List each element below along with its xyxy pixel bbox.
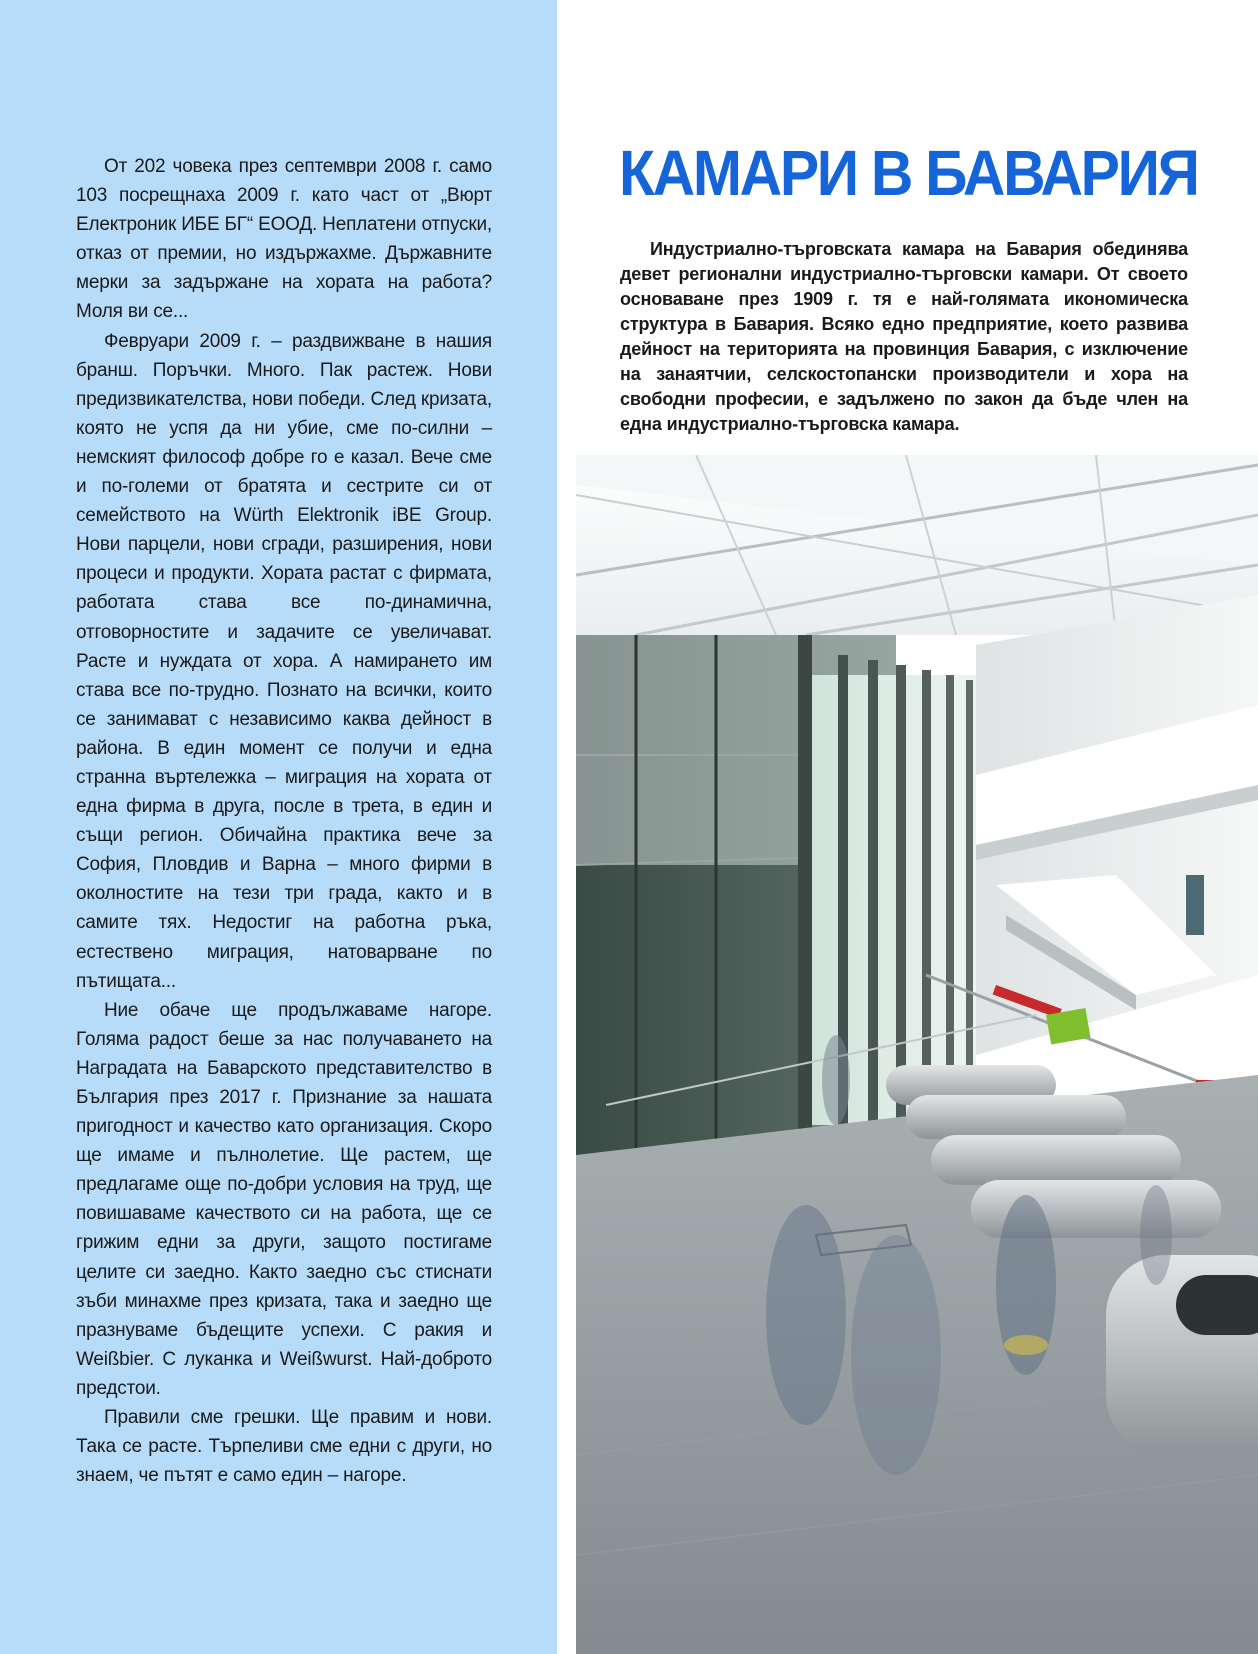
page-title: КАМАРИ В БАВАРИЯ [619,137,1198,209]
left-column [0,0,557,1654]
article-body [76,152,492,1490]
paragraph: Февруари 2009 г. – раздвижване в нашия бранш. Поръчки. Много. Пак растеж. Нови предизвикателства, нови победи. След кризата, която не успя да ни убие, сме по-силни – немският философ добре го е казал. Вече сме и по-големи от братята и сестрите си от семейството на Würth Elektronik iBE Group. Нови парцели, нови сгради, разширения, нови процеси и продукти. Хората растат с фирмата, работата става все по-динамична, отговорностите и задачите се увеличават. Расте и нуждата от хора. А намирането им става все по-трудно. Познато на всички, които се занимават с независимо каква дейност в района. В един момент се получи и една странна въртележка – миграция на хората от една фирма в друга, после в трета, в един и същи регион. Обичайна практика вече за София, Пловдив и Варна – много фирми в околностите на тези три града, както и в самите тях. Недостиг на работна ръка, естествено миграция, натоварване по пътищата... [76,330,492,992]
intro-paragraph: Индустриално-търговската камара на Бавария обединява девет регионални индустриално-търговски камари. От своето основаване през 1909 г. тя е най-голямата икономическа структура в Бавария. Всяко едно предприятие, което развива дейност на територията на провинция Бавария, с изключение на занаятчии, селскостопански производители и хора на свободни професии, е задължено по закон да бъде член на една индустриално-търговска камара. [620,239,1188,434]
paragraph: От 202 човека през септември 2008 г. само 103 посрещнаха 2009 г. като част от „Вюрт Електроник ИБЕ БГ“ ЕООД. Неплатени отпуски, отказ от премии, но издържахме. Държавните мерки за задържане на хората на работа? Моля ви се... [76,156,492,323]
atrium-photo [576,455,1258,1654]
paragraph: Правили сме грешки. Ще правим и нови. Така се расте. Търпеливи сме едни с други, но знаем, че пътят е само един – нагоре. [76,1407,492,1487]
paragraph: Ние обаче ще продължаваме нагоре. Голяма радост беше за нас получаването на Наградата на Баварското представителство в България през 2017 г. Признание за нашата пригодност и качество като организация. Скоро ще имаме и пълнолетие. Ще растем, ще предлагаме още по-добри условия на труд, ще повишаваме качеството си на работа, ще се грижим едни за други, защото постигаме целите си заедно. Както заедно със стиснати зъби минахме през кризата, така и заедно ще празнуваме бъдещите успехи. С ракия и Weißbier. С луканка и Weißwurst. Най-доброто предстои. [76,999,492,1399]
